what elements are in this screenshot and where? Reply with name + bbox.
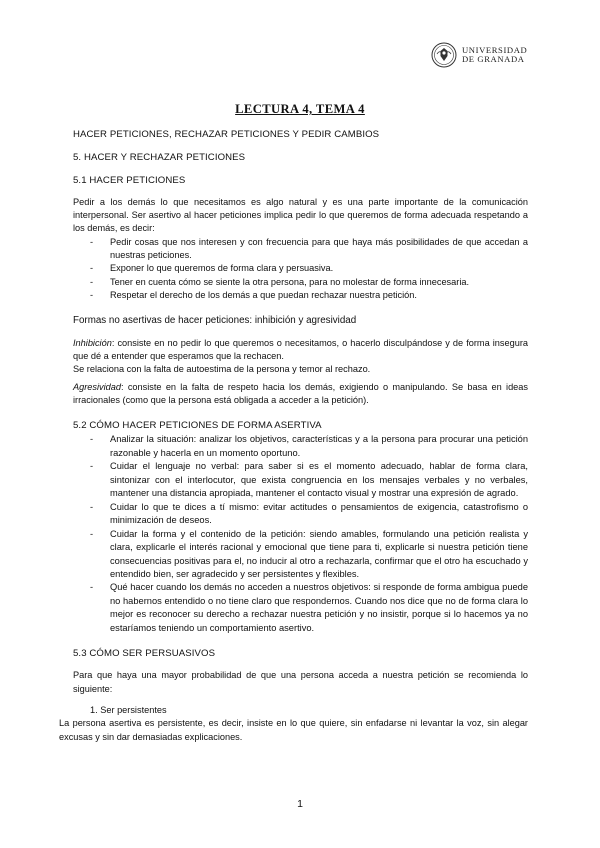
university-name-line2: DE GRANADA: [462, 54, 525, 64]
university-crest-icon: [431, 42, 457, 68]
paragraph-intro-5-1: Pedir a los demás lo que necesitamos es algo natural y es una parte importante de la comunicación interpersonal. Ser asertivo al hacer peticiones implica pedir lo que queremos de forma adecuada respetando a los demás, es decir:: [73, 196, 528, 234]
paragraph-intro-5-3: Para que haya una mayor probabilidad de que una persona acceda a nuestra petición se recomienda lo siguiente:: [73, 670, 528, 694]
agresividad-text: : consiste en la falta de respeto hacia los demás, exigiendo o manipulando. Se basa en ideas irracionales (como que la persona está obligada a acceder a la petición).: [73, 381, 528, 406]
paragraph-inhibicion-extra: Se relaciona con la falta de autoestima de la persona y temor al rechazo.: [73, 364, 371, 375]
list-item: - Pedir cosas que nos interesen y con frecuencia para que haya más posibilidades de que accedan a nuestras peticiones.: [73, 236, 528, 263]
list-item: - Qué hacer cuando los demás no acceden a nuestros objetivos: si responde de forma ambigua puede no habernos entendido o no tiene claro que respondernos. Cuando nos dice que no de forma clara lo mejor es reconocer su derecho a rechazar nuestra petición y no insistir, porque si lo hacemos ya no estaríamos teniendo un comportamiento asertivo.: [73, 581, 528, 635]
subheading-ser-persistentes: 1. Ser persistentes: [90, 704, 167, 715]
list-item: - Exponer lo que queremos de forma clara y persuasiva.: [73, 262, 528, 275]
heading-section-5-1: 5.1 HACER PETICIONES: [73, 174, 186, 186]
list-item: - Tener en cuenta cómo se siente la otra persona, para no molestar de forma innecesaria.: [73, 276, 528, 289]
inhibicion-text: : consiste en no pedir lo que queremos o necesitamos, o hacerlo disculpándose y de forma insegura que dé a entender que esperamos que la rechacen.: [73, 337, 528, 362]
agresividad-label: Agresividad: [73, 381, 122, 392]
paragraph-agresividad: [73, 381, 528, 408]
heading-main: HACER PETICIONES, RECHAZAR PETICIONES Y PEDIR CAMBIOS: [73, 129, 380, 140]
document-title: LECTURA 4, TEMA 4: [235, 102, 365, 116]
inhibicion-label: Inhibición: [73, 337, 112, 348]
paragraph-inhibicion: [73, 337, 528, 364]
heading-section-5-3: 5.3 CÓMO SER PERSUASIVOS: [73, 648, 216, 660]
heading-section-5-2: 5.2 CÓMO HACER PETICIONES DE FORMA ASERTIVA: [73, 420, 322, 432]
document-body: [59, 128, 528, 744]
list-item: - Analizar la situación: analizar los objetivos, características y a la persona para procurar una petición razonable y hacerla en un momento oportuno.: [73, 433, 528, 460]
list-item: - Cuidar la forma y el contenido de la petición: siendo amables, formulando una petición realista y clara, explicarle el interés racional y emocional que tiene para ti, explicarle si nuestra petición tiene consecuencias positivas para el, no inducir al otro a rechazarla, confirmar que el otro ha escuchado y entendido bien, ser agradecido y ser persistentes y flexibles.: [73, 528, 528, 582]
paragraph-persistentes: La persona asertiva es persistente, es decir, insiste en lo que quiere, sin enfadarse ni levantar la voz, sin alegar excusas y sin dar demasiadas explicaciones.: [59, 718, 528, 742]
heading-formas-no-asertivas: Formas no asertivas de hacer peticiones: inhibición y agresividad: [73, 315, 357, 327]
list-item: - Cuidar lo que te dices a tí mismo: evitar actitudes o pensamientos de exigencia, catastrofismo o minimización de deseos.: [73, 501, 528, 528]
heading-section-5: 5. HACER Y RECHAZAR PETICIONES: [73, 151, 246, 163]
list-item: - Cuidar el lenguaje no verbal: para saber si es el momento adecuado, hablar de forma clara, sintonizar con el interlocutor, que exista congruencia en los mensajes verbales y no verbales, mantener una distancia apropiada, mantener el contacto visual y mostrar una expresión de agrado.: [73, 460, 528, 500]
list-hacer-peticiones: [73, 236, 528, 303]
list-peticiones-asertivas: [73, 433, 528, 635]
university-name-line1: UNIVERSIDAD: [462, 44, 528, 55]
university-logo: [431, 42, 527, 68]
list-item: - Respetar el derecho de los demás a que puedan rechazar nuestra petición.: [73, 289, 528, 302]
page-number: 1: [297, 798, 303, 810]
